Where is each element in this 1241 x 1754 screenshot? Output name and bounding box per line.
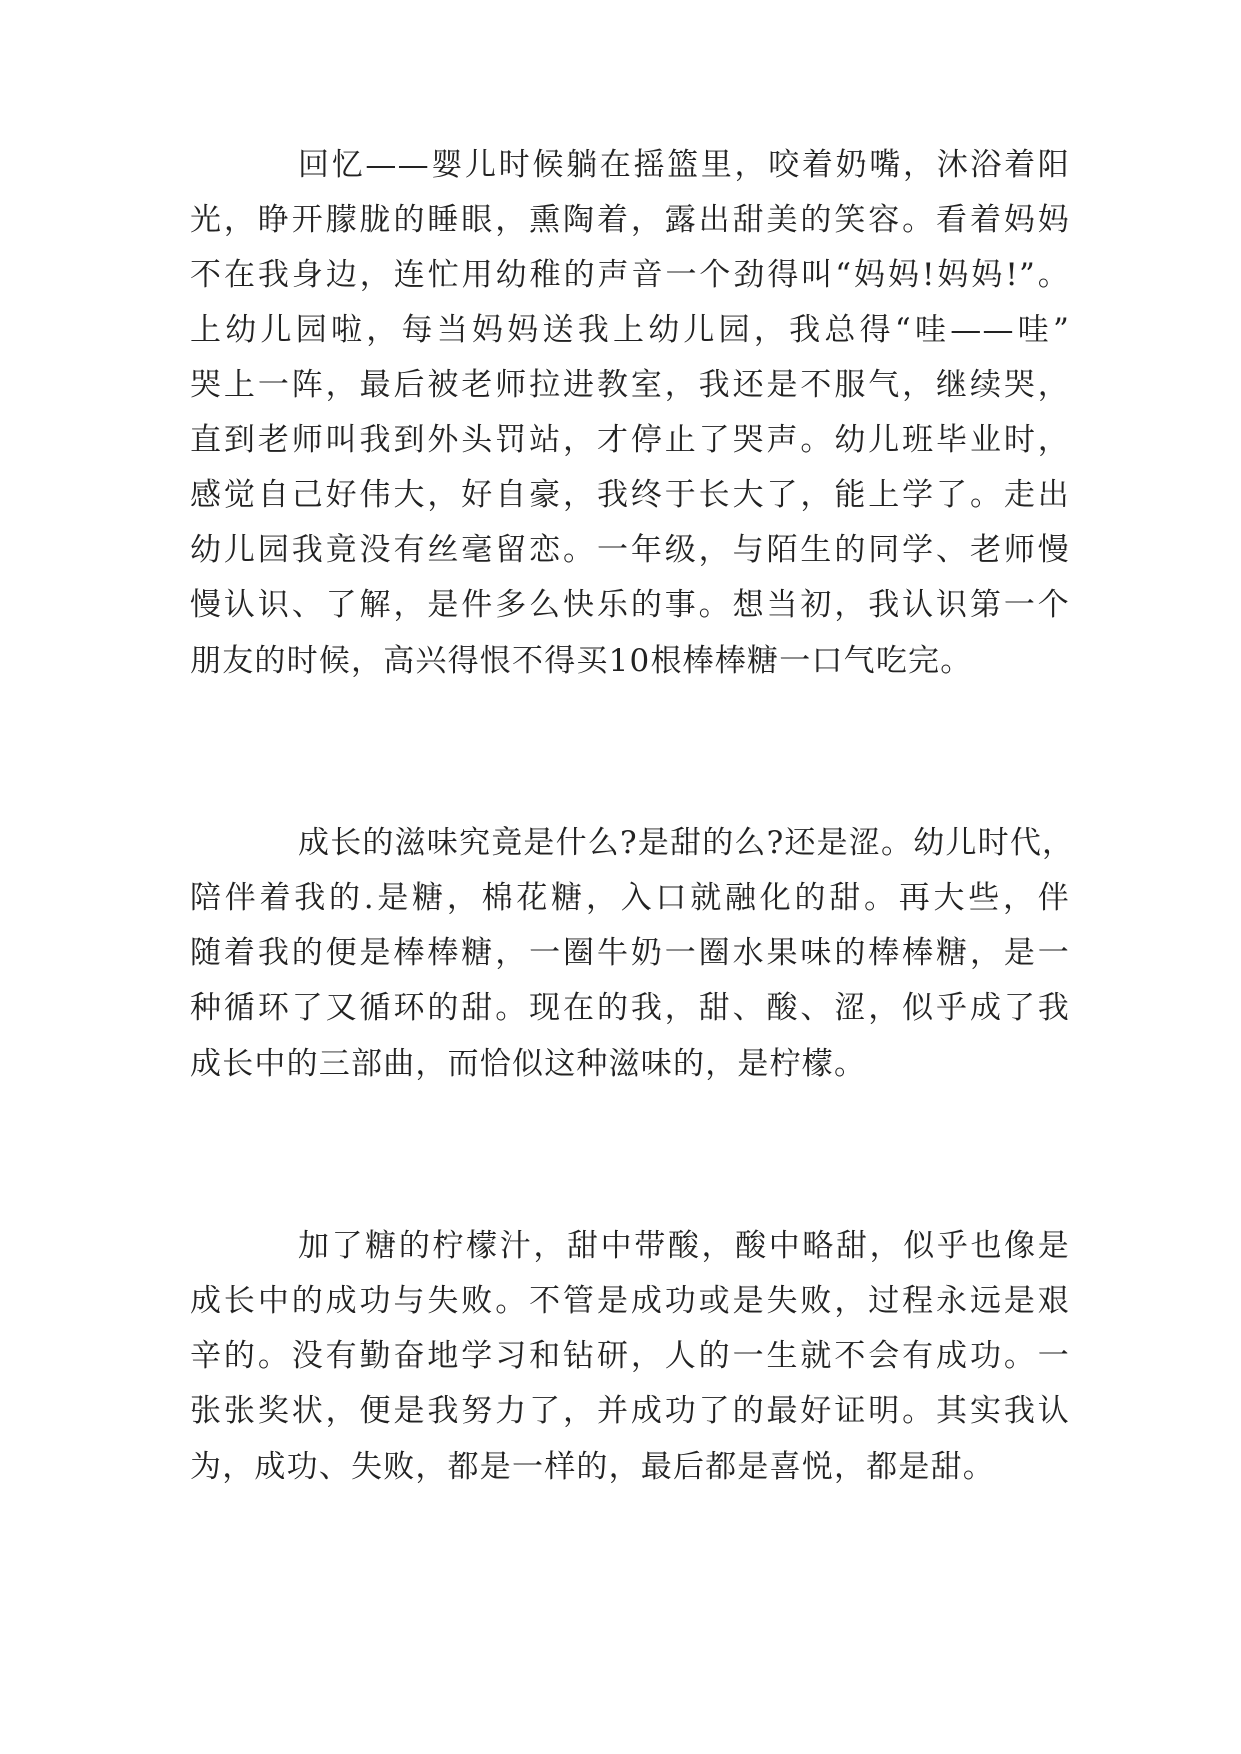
paragraph-line: 感觉自己好伟大，好自豪，我终于长大了，能上学了。走出 (190, 477, 1070, 513)
paragraph-line: 光，睁开朦胧的睡眼，熏陶着，露出甜美的笑容。看着妈妈 (190, 202, 1070, 238)
paragraph-line: 幼儿园我竟没有丝毫留恋。一年级，与陌生的同学、老师慢 (190, 532, 1070, 568)
paragraph-line: 直到老师叫我到外头罚站，才停止了哭声。幼儿班毕业时， (190, 422, 1070, 458)
paragraph-line: 慢认识、了解，是件多么快乐的事。想当初，我认识第一个 (190, 587, 1070, 623)
paragraph-line: 上幼儿园啦，每当妈妈送我上幼儿园，我总得“哇——哇” (190, 312, 1070, 348)
paragraph-line: 陪伴着我的.是糖，棉花糖，入口就融化的甜。再大些，伴 (190, 880, 1070, 916)
paragraph-line: 成长中的成功与失败。不管是成功或是失败，过程永远是艰 (190, 1283, 1070, 1319)
paragraph-line: 成长的滋味究竟是什么?是甜的么?还是涩。幼儿时代， (298, 825, 1075, 861)
paragraph-line: 朋友的时候，高兴得恨不得买10根棒棒糖一口气吃完。 (190, 643, 973, 679)
paragraph-line: 为，成功、失败，都是一样的，最后都是喜悦，都是甜。 (190, 1449, 995, 1485)
paragraph-line: 随着我的便是棒棒糖，一圈牛奶一圈水果味的棒棒糖，是一 (190, 935, 1070, 971)
paragraph-line: 张张奖状，便是我努力了，并成功了的最好证明。其实我认 (190, 1393, 1070, 1429)
paragraph-line: 不在我身边，连忙用幼稚的声音一个劲得叫“妈妈!妈妈!”。 (190, 257, 1070, 293)
paragraph-line: 回忆——婴儿时候躺在摇篮里，咬着奶嘴，沐浴着阳 (298, 147, 1070, 183)
paragraph-line: 哭上一阵，最后被老师拉进教室，我还是不服气，继续哭， (190, 367, 1070, 403)
paragraph-line: 加了糖的柠檬汁，甜中带酸，酸中略甜，似乎也像是 (298, 1228, 1070, 1264)
paragraph-line: 辛的。没有勤奋地学习和钻研，人的一生就不会有成功。一 (190, 1338, 1070, 1374)
paragraph-line: 种循环了又循环的甜。现在的我，甜、酸、涩，似乎成了我 (190, 990, 1070, 1026)
paragraph-line: 成长中的三部曲，而恰似这种滋味的，是柠檬。 (190, 1046, 867, 1082)
